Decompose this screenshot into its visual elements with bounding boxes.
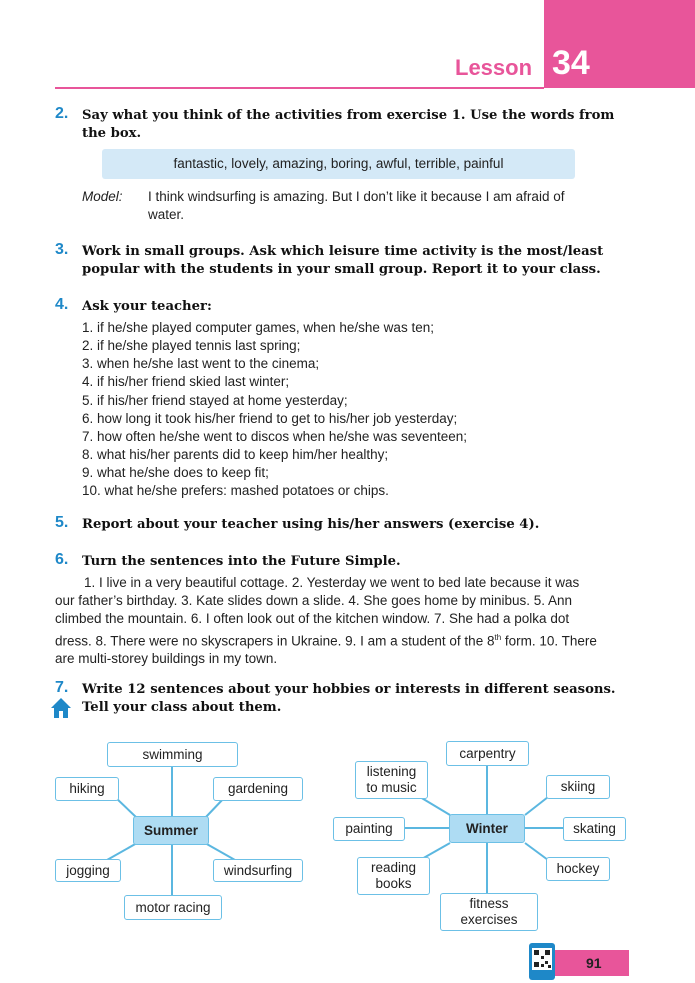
summer-node-swimming: swimming — [107, 742, 238, 767]
summer-node-windsurfing: windsurfing — [213, 859, 303, 882]
winter-node-fitness-exercises: fitness exercises — [440, 893, 538, 931]
list-item: 4. if his/her friend skied last winter; — [82, 374, 290, 390]
winter-node-skiing: skiing — [546, 775, 610, 799]
lesson-label: Lesson — [455, 55, 533, 80]
summer-center-node: Summer — [133, 816, 209, 845]
exercise-4-title: Ask your teacher: — [82, 299, 212, 314]
list-item: 7. how often he/she went to discos when he/she was seventeen; — [82, 428, 467, 444]
winter-node-listening-to-music: listening to music — [355, 761, 428, 799]
list-item: 8. what his/her parents did to keep him/her healthy; — [82, 447, 389, 463]
lesson-number: 34 — [552, 44, 590, 82]
winter-center-node: Winter — [449, 814, 525, 843]
winter-node-skating: skating — [563, 817, 626, 841]
model-label: Model: — [82, 189, 123, 204]
list-item: 1. if he/she played computer games, when he/she was ten; — [82, 320, 434, 335]
exercise-2-instruction: Say what you think of the activities from exercise 1. Use the words from the box. — [82, 108, 615, 141]
exercise-5-instruction: Report about your teacher using his/her answers (exercise 4). — [82, 517, 540, 532]
word-box: fantastic, lovely, amazing, boring, awful, terrible, painful — [102, 149, 575, 179]
list-item: 9. what he/she does to keep fit; — [82, 465, 269, 481]
summer-node-hiking: hiking — [55, 777, 119, 801]
list-item: 2. if he/she played tennis last spring; — [82, 338, 301, 354]
list-item: 5. if his/her friend stayed at home yesterday; — [82, 392, 348, 408]
summer-node-jogging: jogging — [55, 859, 121, 882]
exercise-5-number: 5. — [55, 514, 69, 531]
qr-code-icon — [528, 942, 558, 982]
winter-node-reading-books: reading books — [357, 857, 430, 895]
model-text: I think windsurfing is amazing. But I don’t like it because I am afraid of water. — [148, 189, 565, 223]
list-item: 10. what he/she prefers: mashed potatoes or chips. — [82, 483, 389, 499]
exercise-6-number: 6. — [55, 551, 69, 568]
exercise-7-instruction: Write 12 sentences about your hobbies or interests in different seasons. Tell your class about them. — [82, 682, 616, 715]
winter-node-hockey: hockey — [546, 857, 610, 881]
exercise-6-text: 1. I live in a very beautiful cottage. 2. Yesterday we went to bed late because it was our father’s birthday. 3. Kate slides down a slide. 4. She goes home by minibus. 5. Ann climbed the mountain. 6. I often look out of the kitchen window. 7. She had a polka dot dress. 8. There were no skyscrapers in Ukraine. 9. I am a student of the 8th form. 10. There are multi-storey buildings in my town. — [55, 575, 597, 667]
winter-node-carpentry: carpentry — [446, 741, 529, 766]
list-item: 3. when he/she last went to the cinema; — [82, 356, 320, 372]
exercise-7-number: 7. — [55, 679, 69, 696]
exercise-3-instruction: Work in small groups. Ask which leisure time activity is the most/least popular with the students in your small group. Report it to your class. — [82, 244, 604, 277]
list-item: 6. how long it took his/her friend to get to his/her job yesterday; — [82, 410, 458, 426]
summer-node-gardening: gardening — [213, 777, 303, 801]
summer-node-motor-racing: motor racing — [124, 895, 222, 920]
exercise-4-number: 4. — [55, 296, 69, 313]
exercise-6-title: Turn the sentences into the Future Simple. — [82, 554, 401, 569]
winter-node-painting: painting — [333, 817, 405, 841]
page-number: 91 — [586, 955, 602, 971]
exercise-2-number: 2. — [55, 105, 69, 122]
exercise-3-number: 3. — [55, 241, 69, 258]
